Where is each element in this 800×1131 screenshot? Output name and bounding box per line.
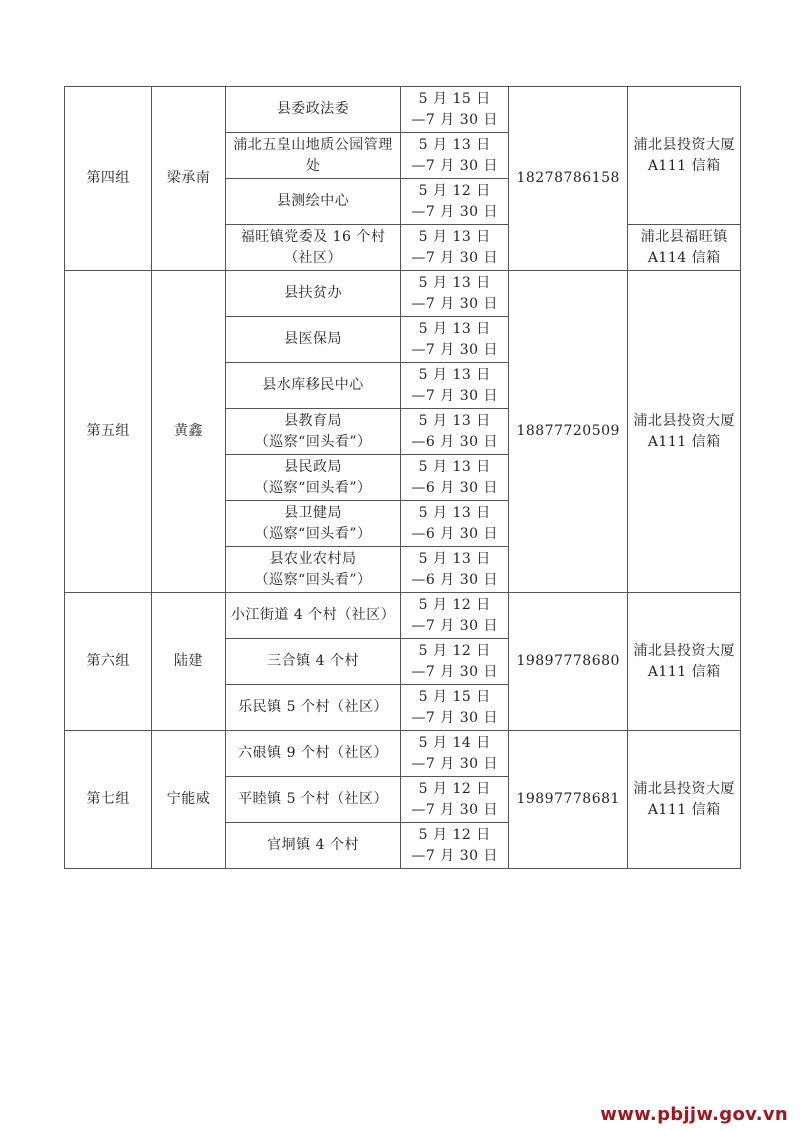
group-name-cell: 第七组 [65, 731, 152, 869]
unit-note: （巡察“回头看”） [254, 525, 372, 542]
unit-cell: 浦北五皇山地质公园管理处 [225, 133, 401, 179]
period-start: 5 月 13 日 [418, 366, 491, 383]
group-leader-cell: 宁能威 [152, 731, 225, 869]
group-name-cell: 第五组 [65, 271, 152, 593]
phone-cell: 19897778681 [508, 731, 628, 869]
period-end: —6 月 30 日 [411, 525, 498, 542]
period-cell [401, 271, 508, 317]
unit-cell: 县水库移民中心 [225, 363, 401, 409]
group-name-cell: 第四组 [65, 87, 152, 271]
period-cell [401, 501, 508, 547]
inspection-schedule-table [64, 86, 741, 869]
mailbox-cell: 浦北县投资大厦 A111 信箱 [628, 731, 741, 869]
unit-cell: 福旺镇党委及 16 个村（社区） [225, 225, 401, 271]
period-cell [401, 225, 508, 271]
period-cell [401, 685, 508, 731]
period-end: —6 月 30 日 [411, 571, 498, 588]
period-end: —6 月 30 日 [411, 479, 498, 496]
period-end: —7 月 30 日 [411, 709, 498, 726]
table-row [65, 593, 741, 639]
period-end: —7 月 30 日 [411, 801, 498, 818]
table-row [65, 731, 741, 777]
unit-name: 县教育局 [284, 412, 343, 429]
period-cell [401, 593, 508, 639]
period-cell [401, 317, 508, 363]
unit-cell: 乐民镇 5 个村（社区） [225, 685, 401, 731]
period-cell [401, 547, 508, 593]
unit-note: （巡察“回头看”） [254, 433, 372, 450]
period-cell [401, 731, 508, 777]
period-cell [401, 87, 508, 133]
period-cell [401, 777, 508, 823]
group-leader-cell: 黄鑫 [152, 271, 225, 593]
unit-cell [225, 455, 401, 501]
period-end: —7 月 30 日 [411, 157, 498, 174]
period-start: 5 月 13 日 [418, 228, 491, 245]
unit-cell: 小江街道 4 个村（社区） [225, 593, 401, 639]
period-cell [401, 639, 508, 685]
unit-note: （巡察“回头看”） [254, 479, 372, 496]
phone-cell: 19897778680 [508, 593, 628, 731]
period-start: 5 月 13 日 [418, 412, 491, 429]
period-start: 5 月 12 日 [418, 642, 491, 659]
unit-cell: 县医保局 [225, 317, 401, 363]
period-cell [401, 179, 508, 225]
period-start: 5 月 13 日 [418, 136, 491, 153]
table-row [65, 87, 741, 133]
group-name-cell: 第六组 [65, 593, 152, 731]
unit-name: 县民政局 [284, 458, 343, 475]
table-body [65, 87, 741, 869]
period-start: 5 月 12 日 [418, 780, 491, 797]
period-cell [401, 133, 508, 179]
period-start: 5 月 13 日 [418, 320, 491, 337]
period-end: —7 月 30 日 [411, 755, 498, 772]
unit-cell: 县委政法委 [225, 87, 401, 133]
period-end: —7 月 30 日 [411, 295, 498, 312]
phone-cell: 18877720509 [508, 271, 628, 593]
unit-cell: 县扶贫办 [225, 271, 401, 317]
period-start: 5 月 12 日 [418, 182, 491, 199]
period-cell [401, 455, 508, 501]
table-row [65, 271, 741, 317]
period-cell [401, 409, 508, 455]
mailbox-cell: 浦北县福旺镇 A114 信箱 [628, 225, 741, 271]
period-cell [401, 363, 508, 409]
unit-note: （巡察“回头看”） [254, 571, 372, 588]
period-start: 5 月 15 日 [418, 90, 491, 107]
period-end: —6 月 30 日 [411, 433, 498, 450]
period-start: 5 月 13 日 [418, 550, 491, 567]
period-start: 5 月 12 日 [418, 826, 491, 843]
unit-cell: 县测绘中心 [225, 179, 401, 225]
mailbox-cell: 浦北县投资大厦 A111 信箱 [628, 87, 741, 225]
period-end: —7 月 30 日 [411, 111, 498, 128]
unit-cell: 三合镇 4 个村 [225, 639, 401, 685]
unit-name: 县农业农村局 [269, 550, 357, 567]
period-end: —7 月 30 日 [411, 617, 498, 634]
period-start: 5 月 15 日 [418, 688, 491, 705]
period-start: 5 月 12 日 [418, 596, 491, 613]
mailbox-cell: 浦北县投资大厦 A111 信箱 [628, 593, 741, 731]
period-end: —7 月 30 日 [411, 249, 498, 266]
group-leader-cell: 梁承南 [152, 87, 225, 271]
group-leader-cell: 陆建 [152, 593, 225, 731]
unit-name: 县卫健局 [284, 504, 343, 521]
period-start: 5 月 13 日 [418, 504, 491, 521]
site-watermark: www.pbjjw.gov.vn [600, 1104, 788, 1125]
period-end: —7 月 30 日 [411, 663, 498, 680]
period-cell [401, 823, 508, 869]
period-end: —7 月 30 日 [411, 387, 498, 404]
period-end: —7 月 30 日 [411, 847, 498, 864]
period-start: 5 月 13 日 [418, 274, 491, 291]
unit-cell [225, 501, 401, 547]
unit-cell: 平睦镇 5 个村（社区） [225, 777, 401, 823]
period-start: 5 月 13 日 [418, 458, 491, 475]
mailbox-cell: 浦北县投资大厦 A111 信箱 [628, 271, 741, 593]
unit-cell [225, 547, 401, 593]
period-end: —7 月 30 日 [411, 341, 498, 358]
unit-cell: 六硍镇 9 个村（社区） [225, 731, 401, 777]
period-end: —7 月 30 日 [411, 203, 498, 220]
unit-cell: 官垌镇 4 个村 [225, 823, 401, 869]
period-start: 5 月 14 日 [418, 734, 491, 751]
phone-cell: 18278786158 [508, 87, 628, 271]
unit-cell [225, 409, 401, 455]
